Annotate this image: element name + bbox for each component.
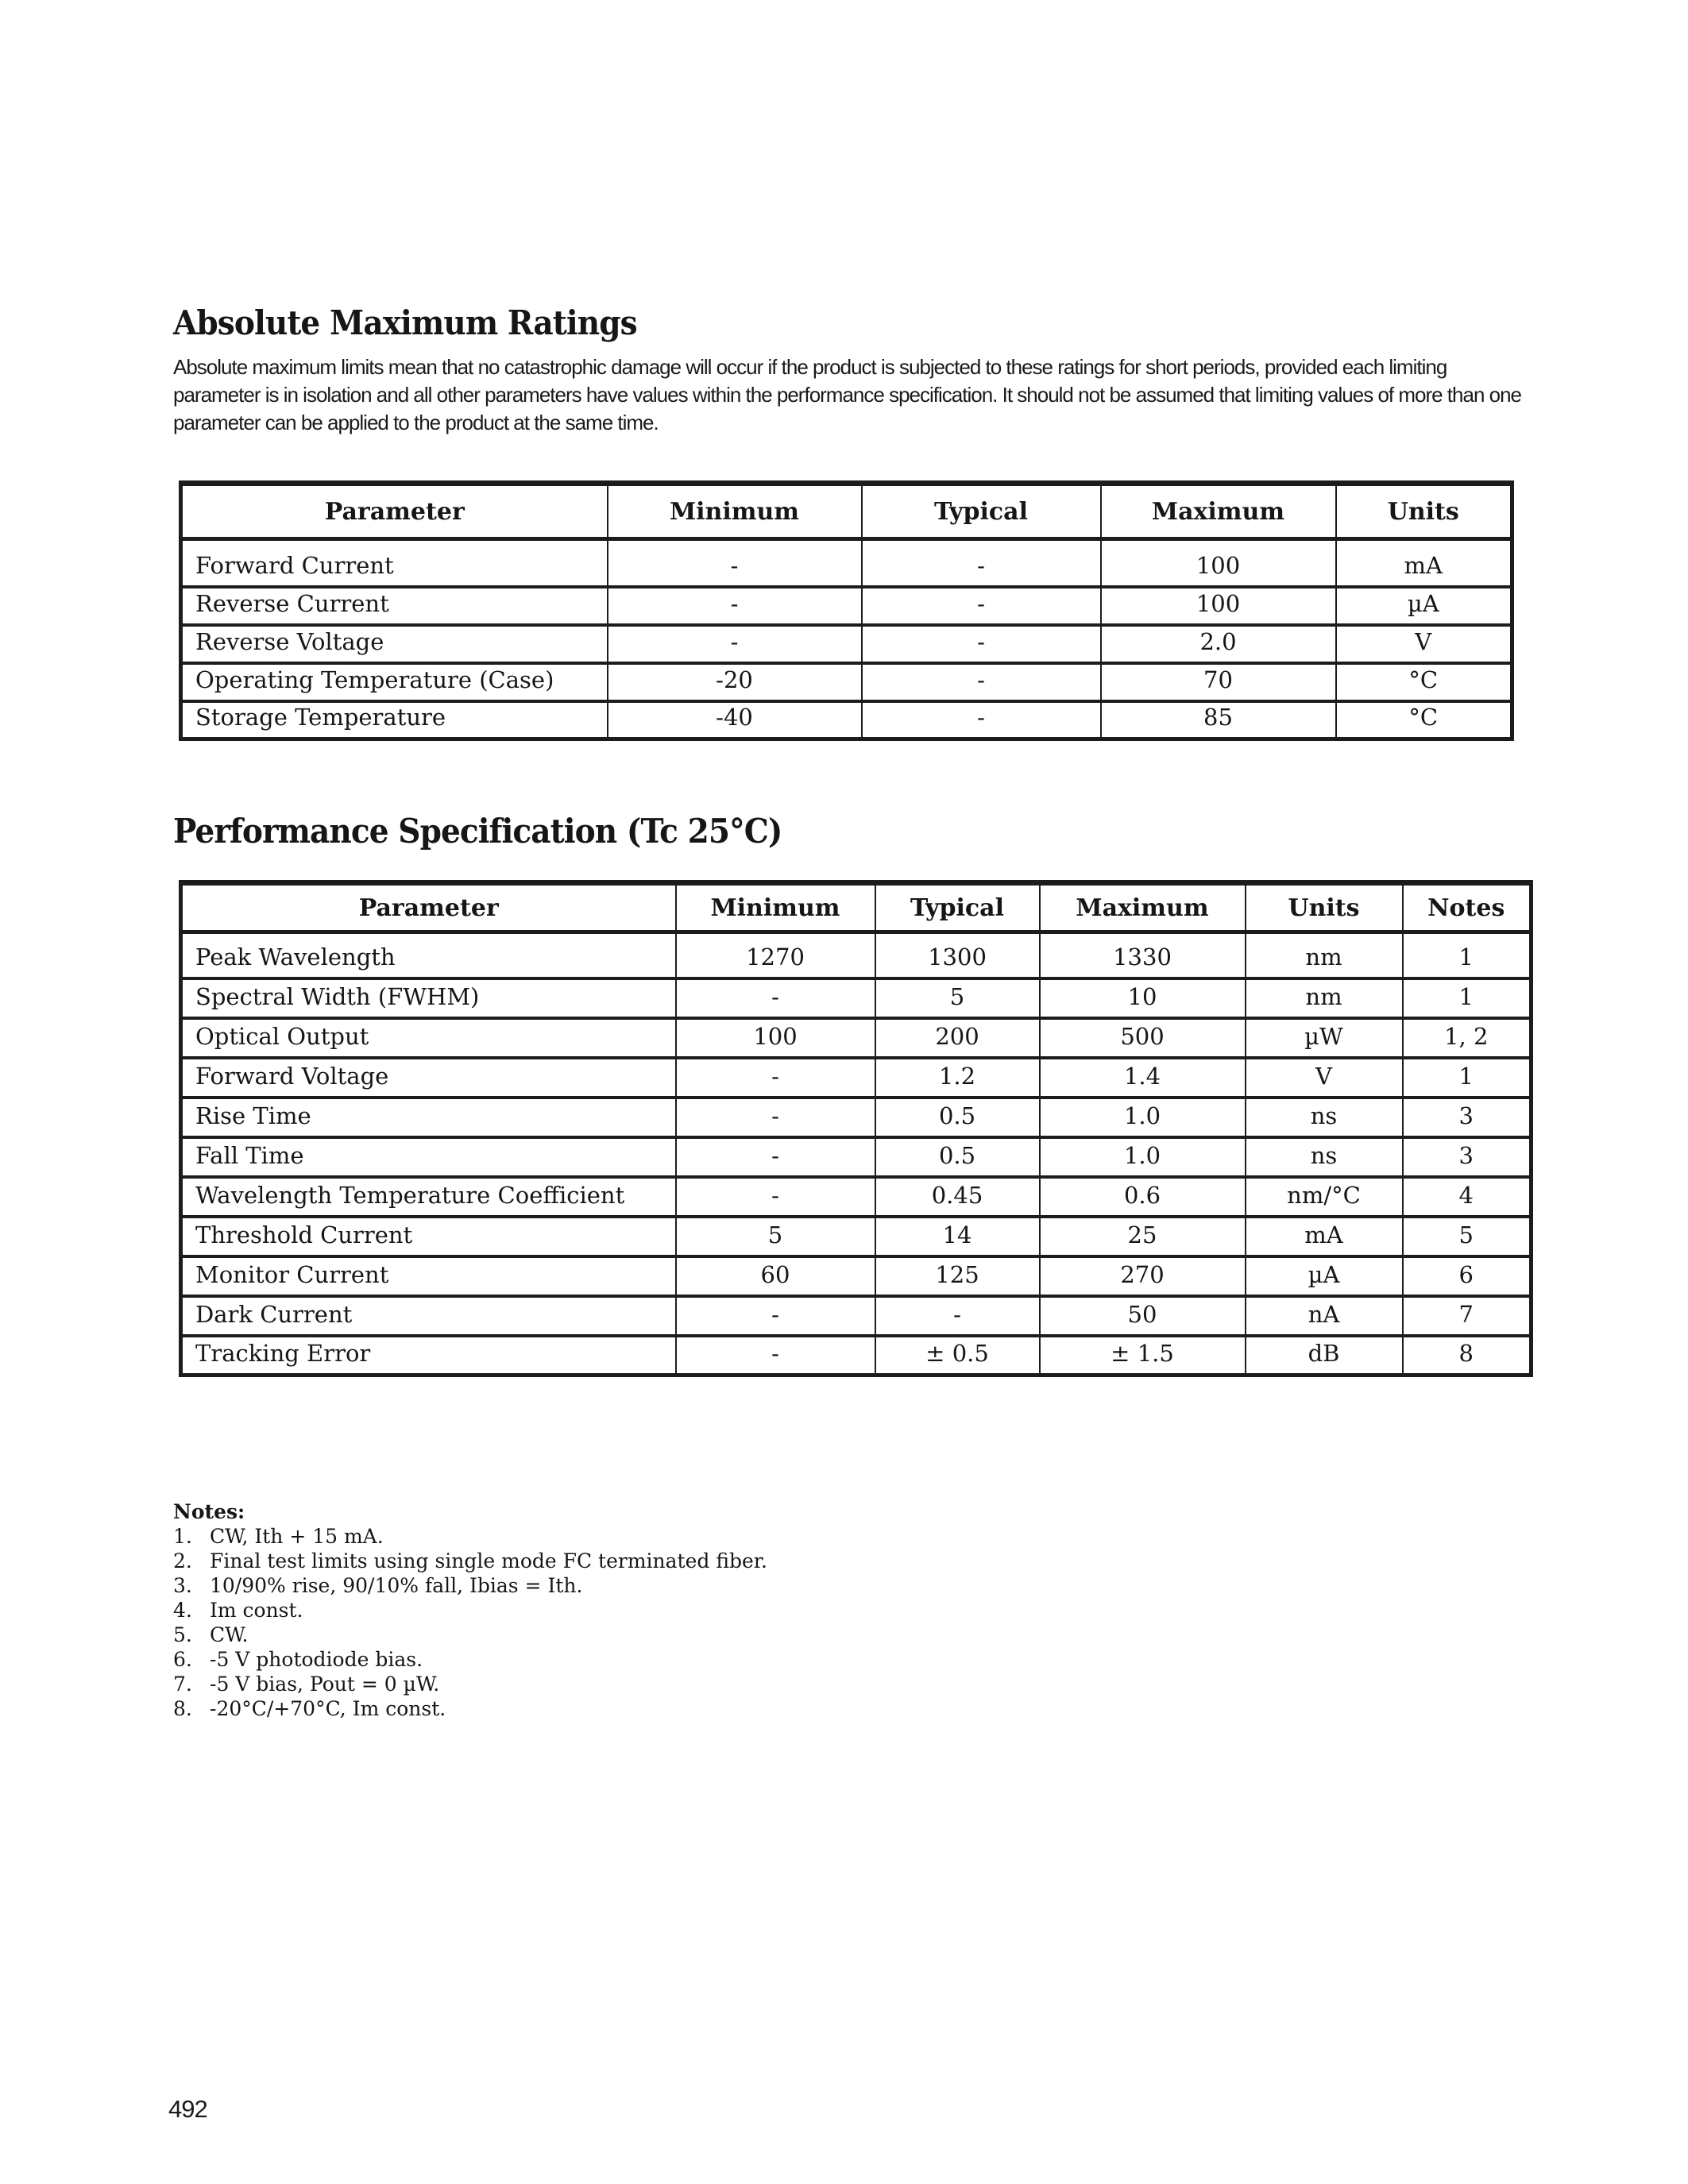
parameter-cell: Reverse Current <box>181 587 608 625</box>
absolute-maximum-ratings-table <box>179 480 1514 741</box>
value-cell: 25 <box>1040 1217 1246 1256</box>
value-cell: 3 <box>1403 1137 1532 1177</box>
table-header-row <box>181 484 1512 539</box>
value-cell: - <box>862 663 1101 701</box>
value-cell: dB <box>1246 1336 1403 1376</box>
value-cell: 200 <box>875 1018 1040 1058</box>
value-cell: 270 <box>1040 1256 1246 1296</box>
value-cell: 1.0 <box>1040 1098 1246 1137</box>
value-cell: ± 0.5 <box>875 1336 1040 1376</box>
value-cell: nA <box>1246 1296 1403 1336</box>
value-cell: 10 <box>1040 978 1246 1018</box>
column-header: Parameter <box>181 883 676 932</box>
section-title-performance-specification: Performance Specification (Tc 25°C) <box>173 812 782 851</box>
value-cell: - <box>608 539 862 587</box>
value-cell: nm/°C <box>1246 1177 1403 1217</box>
note-text: -5 V bias, Pout = 0 µW. <box>210 1673 440 1696</box>
note-number: 6. <box>173 1648 192 1671</box>
value-cell: µA <box>1336 587 1512 625</box>
table-row <box>181 1256 1532 1296</box>
value-cell: 1, 2 <box>1403 1018 1532 1058</box>
column-header: Units <box>1336 484 1512 539</box>
value-cell: 5 <box>1403 1217 1532 1256</box>
parameter-cell: Rise Time <box>181 1098 676 1137</box>
value-cell: mA <box>1336 539 1512 587</box>
value-cell: 14 <box>875 1217 1040 1256</box>
value-cell: °C <box>1336 701 1512 739</box>
parameter-cell: Storage Temperature <box>181 701 608 739</box>
table-header-row <box>181 883 1532 932</box>
table-row <box>181 539 1512 587</box>
note-number: 2. <box>173 1549 192 1572</box>
note-text: -5 V photodiode bias. <box>210 1648 423 1671</box>
note-text: 10/90% rise, 90/10% fall, Ibias = Ith. <box>210 1574 583 1597</box>
table-row <box>181 932 1532 978</box>
table-row <box>181 1137 1532 1177</box>
value-cell: µA <box>1246 1256 1403 1296</box>
table-row <box>181 1058 1532 1098</box>
parameter-cell: Optical Output <box>181 1018 676 1058</box>
value-cell: 60 <box>676 1256 875 1296</box>
value-cell: nm <box>1246 978 1403 1018</box>
note-item <box>173 1672 1126 1696</box>
note-item <box>173 1696 1126 1721</box>
note-number: 3. <box>173 1574 192 1597</box>
notes-title: Notes: <box>173 1500 245 1523</box>
value-cell: 100 <box>1101 587 1336 625</box>
table-row <box>181 1177 1532 1217</box>
value-cell: mA <box>1246 1217 1403 1256</box>
note-number: 5. <box>173 1623 192 1646</box>
value-cell: nm <box>1246 932 1403 978</box>
parameter-cell: Reverse Voltage <box>181 625 608 663</box>
value-cell: 0.5 <box>875 1137 1040 1177</box>
value-cell: 0.6 <box>1040 1177 1246 1217</box>
note-number: 7. <box>173 1673 192 1696</box>
value-cell: - <box>875 1296 1040 1336</box>
page-number: 492 <box>168 2095 207 2123</box>
value-cell: ns <box>1246 1098 1403 1137</box>
value-cell: V <box>1336 625 1512 663</box>
intro-paragraph: Absolute maximum limits mean that no catastrophic damage will occur if the product is subjected to these ratings for short periods, provided each limiting parameter is in isolation and all other parameters have values within the performance specification. It should not be assumed that limiting values of more than one parameter can be applied to the product at the same time. <box>173 355 1522 434</box>
parameter-cell: Peak Wavelength <box>181 932 676 978</box>
note-text: CW, Ith + 15 mA. <box>210 1525 384 1548</box>
value-cell: - <box>676 1336 875 1376</box>
note-item <box>173 1647 1126 1672</box>
value-cell: 70 <box>1101 663 1336 701</box>
note-item <box>173 1623 1126 1647</box>
parameter-cell: Spectral Width (FWHM) <box>181 978 676 1018</box>
value-cell: ns <box>1246 1137 1403 1177</box>
value-cell: - <box>676 1296 875 1336</box>
column-header: Typical <box>875 883 1040 932</box>
value-cell: 4 <box>1403 1177 1532 1217</box>
value-cell: 125 <box>875 1256 1040 1296</box>
value-cell: 1330 <box>1040 932 1246 978</box>
note-item <box>173 1573 1126 1598</box>
value-cell: 2.0 <box>1101 625 1336 663</box>
value-cell: µW <box>1246 1018 1403 1058</box>
note-text: -20°C/+70°C, Im const. <box>210 1697 446 1720</box>
value-cell: 1 <box>1403 1058 1532 1098</box>
parameter-cell: Forward Voltage <box>181 1058 676 1098</box>
value-cell: 5 <box>676 1217 875 1256</box>
column-header: Maximum <box>1101 484 1336 539</box>
value-cell: 500 <box>1040 1018 1246 1058</box>
value-cell: - <box>608 625 862 663</box>
value-cell: 1.4 <box>1040 1058 1246 1098</box>
value-cell: ± 1.5 <box>1040 1336 1246 1376</box>
parameter-cell: Wavelength Temperature Coefficient <box>181 1177 676 1217</box>
notes-section <box>173 1499 1126 1721</box>
note-number: 1. <box>173 1525 192 1548</box>
value-cell: 0.5 <box>875 1098 1040 1137</box>
value-cell: 50 <box>1040 1296 1246 1336</box>
value-cell: 1 <box>1403 932 1532 978</box>
value-cell: 85 <box>1101 701 1336 739</box>
note-number: 4. <box>173 1599 192 1622</box>
value-cell: 8 <box>1403 1336 1532 1376</box>
value-cell: - <box>676 1177 875 1217</box>
value-cell: - <box>676 1137 875 1177</box>
note-item <box>173 1549 1126 1573</box>
value-cell: - <box>862 701 1101 739</box>
value-cell: - <box>676 1058 875 1098</box>
column-header: Units <box>1246 883 1403 932</box>
value-cell: - <box>676 1098 875 1137</box>
table-row <box>181 1296 1532 1336</box>
parameter-cell: Dark Current <box>181 1296 676 1336</box>
value-cell: 100 <box>1101 539 1336 587</box>
table-row <box>181 587 1512 625</box>
note-item <box>173 1524 1126 1549</box>
value-cell: 100 <box>676 1018 875 1058</box>
value-cell: 7 <box>1403 1296 1532 1336</box>
notes-list <box>173 1524 1126 1721</box>
value-cell: - <box>862 587 1101 625</box>
note-number: 8. <box>173 1697 192 1720</box>
column-header: Typical <box>862 484 1101 539</box>
value-cell: - <box>862 539 1101 587</box>
note-text: CW. <box>210 1623 249 1646</box>
parameter-cell: Tracking Error <box>181 1336 676 1376</box>
note-text: Im const. <box>210 1599 303 1622</box>
value-cell: 6 <box>1403 1256 1532 1296</box>
column-header: Minimum <box>608 484 862 539</box>
table-row <box>181 1336 1532 1376</box>
parameter-cell: Monitor Current <box>181 1256 676 1296</box>
table-row <box>181 663 1512 701</box>
value-cell: 3 <box>1403 1098 1532 1137</box>
value-cell: -20 <box>608 663 862 701</box>
value-cell: 1.2 <box>875 1058 1040 1098</box>
performance-specification-table <box>179 880 1533 1377</box>
value-cell: 1.0 <box>1040 1137 1246 1177</box>
column-header: Parameter <box>181 484 608 539</box>
table-row <box>181 978 1532 1018</box>
value-cell: -40 <box>608 701 862 739</box>
value-cell: °C <box>1336 663 1512 701</box>
value-cell: - <box>608 587 862 625</box>
column-header: Maximum <box>1040 883 1246 932</box>
parameter-cell: Threshold Current <box>181 1217 676 1256</box>
column-header: Notes <box>1403 883 1532 932</box>
note-text: Final test limits using single mode FC terminated fiber. <box>210 1549 767 1572</box>
value-cell: - <box>862 625 1101 663</box>
table-row <box>181 701 1512 739</box>
parameter-cell: Forward Current <box>181 539 608 587</box>
note-item <box>173 1598 1126 1623</box>
table-row <box>181 1098 1532 1137</box>
column-header: Minimum <box>676 883 875 932</box>
value-cell: 1 <box>1403 978 1532 1018</box>
parameter-cell: Fall Time <box>181 1137 676 1177</box>
value-cell: V <box>1246 1058 1403 1098</box>
value-cell: - <box>676 978 875 1018</box>
value-cell: 1270 <box>676 932 875 978</box>
value-cell: 0.45 <box>875 1177 1040 1217</box>
parameter-cell: Operating Temperature (Case) <box>181 663 608 701</box>
value-cell: 5 <box>875 978 1040 1018</box>
table-row <box>181 1217 1532 1256</box>
table-row <box>181 1018 1532 1058</box>
table-row <box>181 625 1512 663</box>
section-title-absolute-maximum-ratings: Absolute Maximum Ratings <box>173 303 637 342</box>
value-cell: 1300 <box>875 932 1040 978</box>
